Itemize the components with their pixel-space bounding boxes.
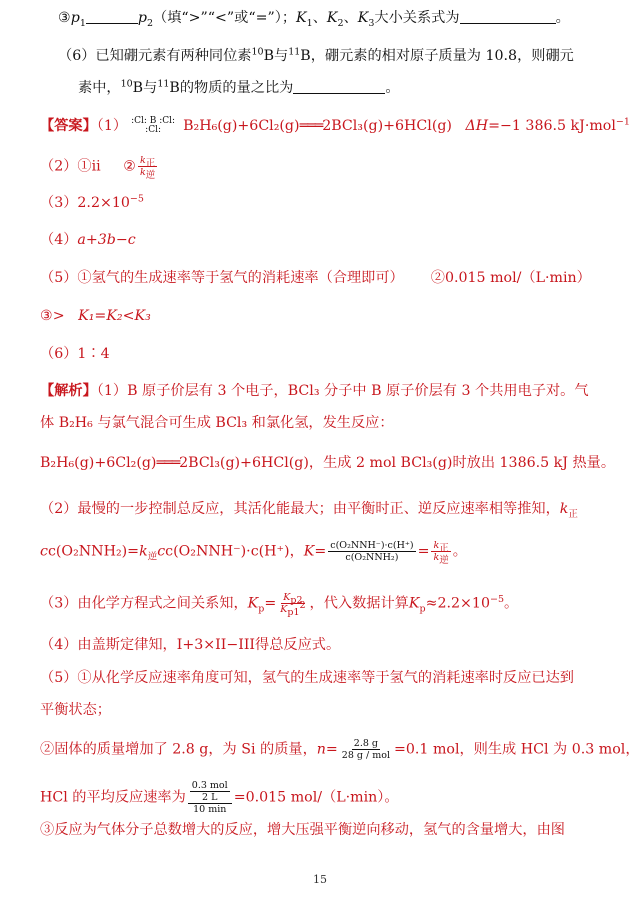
answer-2: （2）①ii ② $\frac{k_正}{k_逆}$ — [40, 155, 156, 181]
analysis-line-11: HCl 的平均反应速率为 0.3 mol 2 L 10 min =0.015 mol/（L·min）。 — [40, 780, 399, 815]
analysis-line-9: 平衡状态； — [40, 702, 111, 718]
answer-1: 【答案】（1） :Cl: B :Cl: :Cl: B₂H₆(g)+6Cl₂(g)═══2BCl₃(g)+6HCl(g) ΔH=−1 386.5 kJ·mol$^{-1}$ — [40, 116, 630, 135]
answer-5: （5）①氢气的生成速率等于氢气的消耗速率（合理即可） ②0.015 mol/（L·min） — [40, 270, 591, 286]
moles-fraction: $\frac{2.8 g}{\text{28 g / mol}}$ — [341, 738, 390, 761]
page-number: 15 — [313, 873, 327, 886]
answer-3: $(3)2.2\times 10^{-5}$ — [40, 193, 144, 211]
question-6-line1: （6）已知硼元素有两种同位素$^{10}$B与$^{11}$B，硼元素的相对原子质量为 10.8，则硼元 — [58, 46, 574, 64]
answer-blank[interactable] — [86, 9, 138, 24]
analysis-line-7: （4）由盖斯定律知，I+3×II−III得总反应式。 — [40, 637, 341, 653]
question-6-line2: 素中，$^{10}$B与$^{11}$B的物质的量之比为 。 — [78, 78, 400, 96]
answer-blank[interactable] — [293, 79, 385, 94]
analysis-line-6: （3）由化学方程式之间关系知，$K_p=$ $\frac{K_{p2}}{K_{p1}^2}$ ，代入数据计算$K_p\approx 2.2\times 10^{-5}$。 — [40, 592, 519, 618]
equilibrium-constant-fraction: $\frac{\text{c(O₂NNH⁻)·c(H⁺)}}{\text{c(O₂NNH₂)}}$ — [330, 540, 414, 563]
kp-fraction: $\frac{K_{p2}}{K_{p1}^2}$ — [280, 592, 306, 618]
k-ratio-fraction: $\frac{k_正}{k_逆}$ — [433, 540, 449, 566]
analysis-line-2: 体 B₂H₆ 与氯气混合可生成 BCl₃ 和氯化氢，发生反应： — [40, 415, 394, 431]
answer-4: （4）a+3b−c — [40, 232, 136, 248]
analysis-line-4: （2）最慢的一步控制总反应，其活化能最大；由平衡时正、逆反应速率相等推知，$k_正$ — [40, 501, 578, 520]
analysis-line-1: 【解析】（1）B 原子价层有 3 个电子，BCl₃ 分子中 B 原子价层有 3 个共用电子对。气 — [40, 383, 589, 399]
analysis-line-8: （5）①从化学反应速率角度可知，氢气的生成速率等于氢气的消耗速率时反应已达到 — [40, 670, 574, 686]
analysis-line-3: B₂H₆(g)+6Cl₂(g)═══2BCl₃(g)+6HCl(g)，生成 2 mol BCl₃(g)时放出 1386.5 kJ 热量。 — [40, 455, 616, 471]
question-5-3: $③p_1$ $p_2$（填“>”“<”或“=”）；$K_1$、$K_2$、$K_3$大小关系式为 。 — [58, 10, 570, 29]
answer-blank[interactable] — [460, 9, 556, 24]
bcl3-lewis-structure: :Cl: B :Cl: :Cl: — [131, 116, 176, 135]
k-ratio-fraction: $\frac{k_正}{k_逆}$ — [139, 155, 156, 181]
answer-6: （6）1∶4 — [40, 346, 110, 362]
analysis-line-12: ③反应为气体分子总数增大的反应，增大压强平衡逆向移动，氢气的含量增大，由图 — [40, 822, 565, 838]
analysis-line-5: $cc(O_2NNH_2)=k_逆cc(O_2NNH^-)\cdot c(H^+)$，K= $\frac{\text{c(O₂NNH⁻)·c(H⁺)}}{\text{c(O₂NNH₂)}}$ = $\frac{k_正}{k_逆}$ 。 — [40, 540, 467, 566]
rate-fraction: 0.3 mol 2 L 10 min — [188, 780, 232, 815]
analysis-line-10: ②固体的质量增加了 2.8 g，为 Si 的质量，n= $\frac{2.8 g}{\text{28 g / mol}}$ =0.1 mol，则生成 HCl 为 0.3 mol， — [40, 738, 640, 761]
answer-5-3: ③> K₁=K₂<K₃ — [40, 308, 151, 324]
